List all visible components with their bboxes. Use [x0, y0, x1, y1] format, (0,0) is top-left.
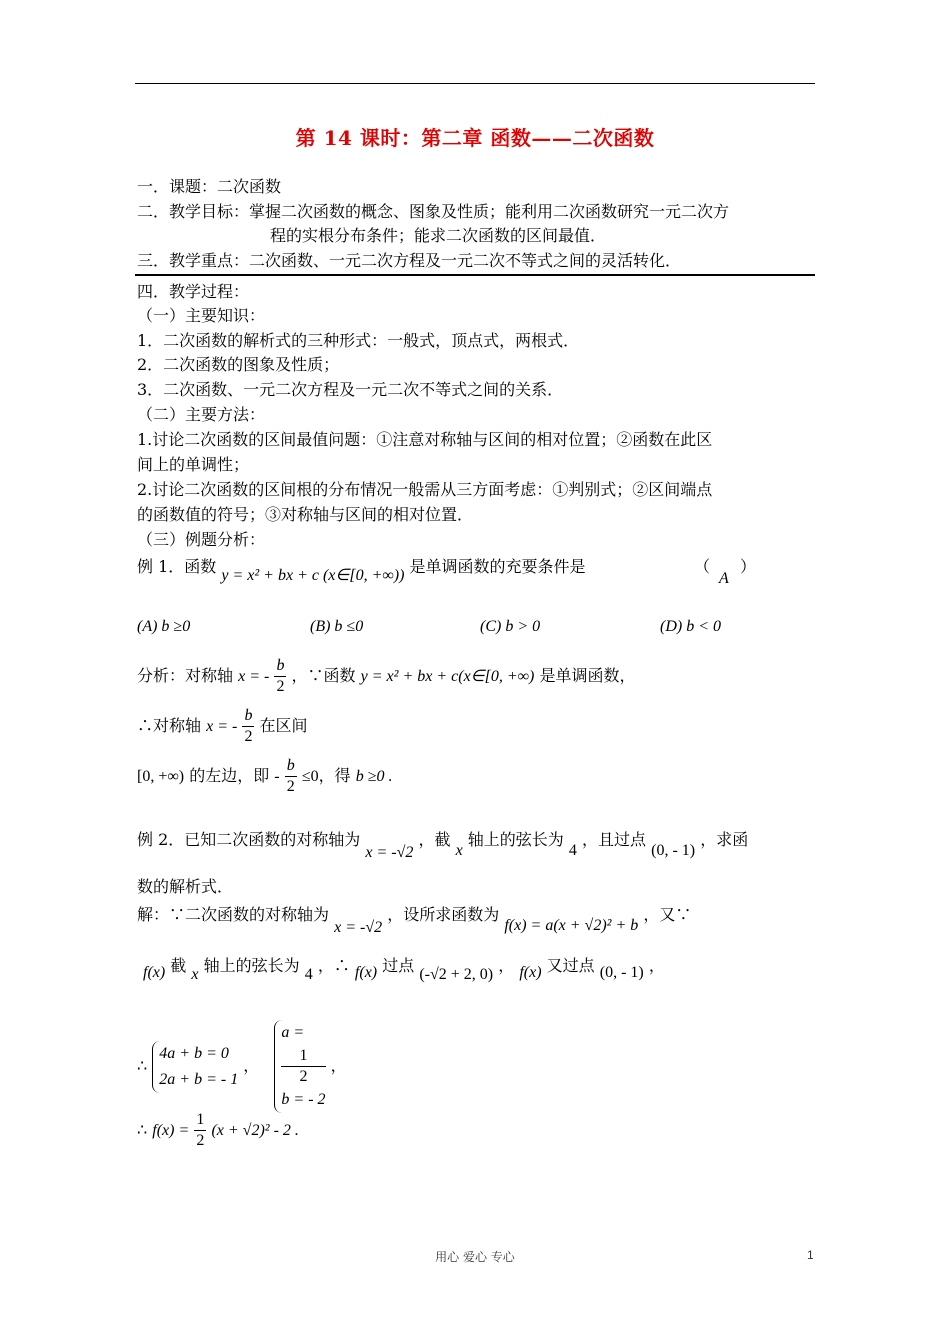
ex1-tail: 是单调函数的充要条件是	[409, 557, 586, 576]
line-topic: 一．课题：二次函数	[137, 177, 282, 196]
ex2-l3-pt2: (0, - 1)	[599, 964, 644, 981]
ex2-sol-func: f(x) = a(x + √2)² + b	[504, 917, 639, 934]
line-method-1b: 间上的单调性；	[137, 455, 250, 474]
line-process: 四．教学过程：	[137, 282, 250, 301]
ex1-option-c: (C) b > 0	[480, 618, 541, 635]
ex2-final: ∴ f(x) = $\frac{1}{2}$ (x + √2)² - 2 .	[137, 1111, 299, 1149]
ex1-option-b: (B) b ≤0	[310, 618, 364, 635]
line-knowledge-3: 3．二次函数、一元二次方程及一元二次不等式之间的关系．	[137, 380, 564, 399]
example-2	[137, 829, 749, 861]
ex2-l3-pt1: (-√2 + 2, 0)	[419, 966, 494, 983]
ex2-l3-x: x	[191, 966, 199, 983]
ex2-x: x	[455, 842, 463, 859]
ex1-interval: [0, +∞)	[137, 768, 185, 785]
ex1-result: b ≥0 .	[355, 768, 393, 785]
ex1-option-d: (D) b < 0	[660, 618, 722, 635]
line-method-2a: 2.讨论二次函数的区间根的分布情况一般需从三方面考虑：①判别式；②区间端点	[137, 480, 713, 499]
ex2-passes: ，且过点	[582, 830, 647, 849]
ex1-paren-open: （	[694, 557, 711, 576]
ex2-l3-fx-3: f(x)	[519, 964, 542, 981]
page-title: 第 14 课时：第二章 函数——二次函数	[295, 126, 655, 150]
ex2-sys2b: b = - 2	[281, 1091, 326, 1108]
line-goal-1: 二．教学目标：掌握二次函数的概念、图象及性质；能利用二次函数研究一元二次方	[137, 202, 730, 221]
ex2-sol-axis: x = -√2	[334, 919, 383, 936]
ex2-cut: ，截	[418, 830, 451, 849]
ex2-l3-chord: 轴上的弦长为	[203, 956, 300, 975]
ex2-solution-1	[137, 904, 692, 936]
ex2-ask-line-2: 数的解析式．	[137, 877, 234, 896]
ex2-lead: 例 2．已知二次函数的对称轴为	[137, 830, 361, 849]
fraction-one-half: $\frac{1}{2}$	[196, 1111, 205, 1149]
ex1-in-interval: 在区间	[259, 716, 308, 735]
ex1-le-zero: ≤0，得	[301, 768, 351, 785]
line-methods: （二）主要方法：	[137, 405, 266, 424]
ex1-analysis: 分析：对称轴 x = - $\frac{b}{2}$ ，∵函数 y = x² + bx + c(x∈[0, +∞) 是单调函数，	[137, 657, 636, 695]
ex2-sol-also: ，又∵	[643, 905, 692, 924]
ex1-conclusion: [0, +∞) 的左边，即 - $\frac{b}{2}$ ≤0，得 b ≥0 .	[137, 757, 393, 795]
page-number: 1	[807, 1248, 814, 1262]
ex1-formula: y = x² + bx + c (x∈[0, +∞))	[221, 567, 405, 584]
line-knowledge-2: 2．二次函数的图象及性质；	[137, 355, 340, 374]
ex1-lead: 例 1．函数	[137, 557, 217, 576]
ex2-l3-fx-2: f(x)	[354, 964, 378, 981]
fraction-b-over-2: $\frac{b}{2}$	[244, 707, 253, 745]
ex1-paren-close: ）	[740, 557, 757, 576]
page-footer: 用心 爱心 专心	[435, 1250, 515, 1264]
ex2-sol-lead: 解：∵二次函数的对称轴为	[137, 905, 330, 924]
ex1-analysis-lead: 分析：对称轴	[137, 666, 234, 685]
ex2-sys1a: 4a + b = 0	[159, 1044, 229, 1062]
ex1-answer: A	[719, 570, 729, 587]
system-brace-1	[152, 1041, 238, 1093]
ex2-sys1b: 2a + b = - 1	[159, 1070, 239, 1088]
ex1-analysis-formula: y = x² + bx + c(x∈[0, +∞)	[360, 668, 535, 685]
ex2-final-tail: (x + √2)² - 2 .	[211, 1122, 299, 1139]
line-method-2b: 的函数值的符号；③对称轴与区间的相对位置．	[137, 505, 474, 524]
line-key-point: 三．教学重点：二次函数、一元二次方程及一元二次不等式之间的灵活转化．	[137, 251, 682, 270]
ex1-therefore-axis: ∴对称轴	[137, 716, 202, 735]
line-method-1a: 1.讨论二次函数的区间最值问题：①注意对称轴与区间的相对位置；②函数在此区	[137, 430, 713, 449]
ex2-system: ∴ 4a + b = 0 2a + b = - 1 ， a = 1 2 b = - 2 ，	[137, 1020, 347, 1113]
section-rule	[135, 274, 815, 276]
header-rule	[135, 83, 815, 84]
fraction-b-over-2: $\frac{b}{2}$	[286, 757, 295, 795]
system-brace-2: a = 1 2 b = - 2	[274, 1020, 325, 1113]
line-examples: （三）例题分析：	[137, 530, 266, 549]
line-knowledge-1: 1．二次函数的解析式的三种形式：一般式，顶点式，两根式．	[137, 331, 580, 350]
ex2-l3-pass: 过点	[382, 956, 415, 975]
ex1-axis-line: ∴对称轴 x = - $\frac{b}{2}$ 在区间	[137, 707, 308, 745]
ex1-analysis-mid: ，∵函数	[291, 666, 356, 685]
fraction-b-over-2: $\frac{b}{2}$	[276, 657, 285, 695]
ex2-sol-set: ，设所求函数为	[387, 905, 500, 924]
ex2-solution-2: f(x) 截 x 轴上的弦长为 4 ，∴ f(x) 过点 (-√2 + 2, 0) ， f(x) 又过点 (0, - 1) ，	[143, 956, 665, 983]
ex2-l3-cut: 截	[170, 956, 187, 975]
line-goal-2: 程的实根分布条件；能求二次函数的区间最值．	[270, 226, 607, 245]
ex2-l3-therefore: ，∴	[317, 956, 350, 975]
ex2-l3-also: 又过点	[546, 956, 595, 975]
ex1-option-a: (A) b ≥0	[137, 618, 191, 635]
ex1-left-side: 的左边，即	[189, 766, 270, 785]
ex2-l3-four: 4	[304, 966, 313, 983]
ex2-chord: 轴上的弦长为	[467, 830, 564, 849]
ex2-l3-fx: f(x)	[143, 964, 166, 981]
ex2-axis: x = -√2	[365, 844, 414, 861]
ex2-point: (0, - 1)	[651, 842, 696, 859]
ex2-four: 4	[568, 842, 577, 859]
ex2-ask: ，求函	[700, 830, 749, 849]
line-knowledge: （一）主要知识：	[137, 306, 266, 325]
ex2-sys2a: a =	[281, 1024, 305, 1041]
ex2-final-fx: f(x) =	[152, 1122, 190, 1139]
ex1-analysis-tail: 是单调函数，	[539, 666, 636, 685]
example-1	[137, 556, 586, 584]
